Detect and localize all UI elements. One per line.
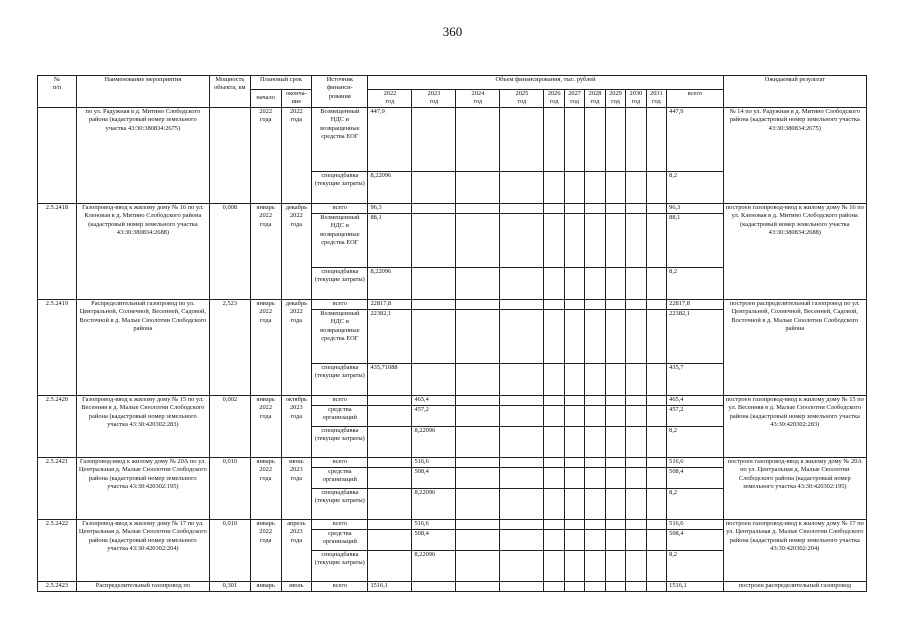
- event-name: Газопровод-ввод к жилому дому № 15 по ул. Весенняя в д. Малые Сюолотни Слободского района (кадастровый номер земельного участка 43:30:420302:283): [76, 395, 209, 457]
- year-value: [500, 550, 544, 581]
- year-value: [626, 203, 646, 213]
- year-value: [456, 395, 500, 405]
- year-value: [626, 467, 646, 488]
- start-date: январь 2022 года: [250, 457, 281, 519]
- header-year-2029: 2029 год: [605, 90, 625, 108]
- header-year-2024: 2024 год: [456, 90, 500, 108]
- total-value: 447,9: [667, 107, 723, 171]
- year-value: [626, 309, 646, 363]
- year-value: 516,6: [412, 519, 456, 529]
- year-value: [368, 457, 412, 467]
- year-value: [646, 299, 666, 309]
- year-value: [626, 299, 646, 309]
- row-number: 2.5.2420: [38, 395, 77, 457]
- year-value: [564, 267, 584, 299]
- year-value: [500, 529, 544, 550]
- financing-source: Возмещенный НДС и возвращенные средства ЕОГ: [312, 213, 368, 267]
- year-value: [456, 519, 500, 529]
- year-value: [646, 426, 666, 457]
- capacity-value: 0,002: [209, 395, 250, 457]
- year-value: [605, 267, 625, 299]
- year-value: 8,22096: [412, 550, 456, 581]
- year-value: [564, 457, 584, 467]
- year-value: [646, 529, 666, 550]
- year-value: [500, 426, 544, 457]
- year-value: 447,9: [368, 107, 412, 171]
- start-date: январь: [250, 581, 281, 591]
- year-value: [626, 426, 646, 457]
- year-value: [626, 581, 646, 591]
- year-value: 435,71088: [368, 363, 412, 395]
- year-value: [564, 529, 584, 550]
- year-value: [500, 363, 544, 395]
- start-date: 2022 года: [250, 107, 281, 203]
- financing-source: всего: [312, 299, 368, 309]
- year-value: [646, 107, 666, 171]
- year-value: [646, 519, 666, 529]
- year-value: [585, 203, 605, 213]
- total-value: 22382,1: [667, 309, 723, 363]
- year-value: [564, 107, 584, 171]
- year-value: [544, 395, 564, 405]
- row-number: 2.5.2423: [38, 581, 77, 591]
- table-row: [38, 519, 867, 529]
- year-value: [564, 299, 584, 309]
- year-value: [605, 426, 625, 457]
- year-value: [544, 213, 564, 267]
- capacity-value: 0,010: [209, 519, 250, 581]
- year-value: [585, 488, 605, 519]
- row-number: 2.5.2418: [38, 203, 77, 299]
- year-value: [585, 395, 605, 405]
- year-value: [456, 213, 500, 267]
- year-value: 8,22096: [368, 171, 412, 203]
- year-value: [626, 395, 646, 405]
- year-value: [412, 203, 456, 213]
- year-value: 508,4: [412, 529, 456, 550]
- year-value: [646, 203, 666, 213]
- year-value: 508,4: [412, 467, 456, 488]
- year-value: [605, 488, 625, 519]
- financing-source: средства организаций: [312, 467, 368, 488]
- year-value: [646, 309, 666, 363]
- capacity-value: 0,008: [209, 203, 250, 299]
- start-date: январь 2022 года: [250, 299, 281, 395]
- financing-source: спецнадбавка (текущие затраты): [312, 267, 368, 299]
- year-value: 22817,8: [368, 299, 412, 309]
- year-value: [585, 267, 605, 299]
- year-value: [605, 395, 625, 405]
- year-value: [646, 581, 666, 591]
- year-value: [500, 581, 544, 591]
- year-value: [456, 309, 500, 363]
- financing-table: [37, 75, 867, 592]
- capacity-value: 0,301: [209, 581, 250, 591]
- header-end: оконча- ние: [281, 90, 312, 108]
- year-value: [456, 405, 500, 426]
- end-date: октябрь 2023 года: [281, 395, 312, 457]
- row-number: 2.5.2419: [38, 299, 77, 395]
- year-value: [626, 529, 646, 550]
- header-total: всего: [667, 90, 723, 108]
- year-value: [544, 457, 564, 467]
- header-row-1: [38, 76, 867, 90]
- start-date: январь 2022 года: [250, 203, 281, 299]
- end-date: декабрь 2022 года: [281, 299, 312, 395]
- end-date: 2022 года: [281, 107, 312, 203]
- year-value: [605, 519, 625, 529]
- header-year-2031: 2031 год: [646, 90, 666, 108]
- total-value: 22817,8: [667, 299, 723, 309]
- year-value: [646, 363, 666, 395]
- year-value: 465,4: [412, 395, 456, 405]
- expected-result: построен газопровод-ввод к жилому дому № 20А по ул. Центральная д. Малые Сюолотни Слободского района (кадастровый номер земельного участка 43:30:420302:195): [723, 457, 866, 519]
- year-value: [605, 213, 625, 267]
- year-value: [368, 467, 412, 488]
- financing-source: спецнадбавка (текущие затраты): [312, 171, 368, 203]
- year-value: 88,1: [368, 213, 412, 267]
- year-value: [626, 171, 646, 203]
- year-value: [585, 363, 605, 395]
- total-value: 8,2: [667, 550, 723, 581]
- table-row: [38, 457, 867, 467]
- end-date: апрель 2023 года: [281, 519, 312, 581]
- financing-source: спецнадбавка (текущие затраты): [312, 363, 368, 395]
- year-value: [585, 107, 605, 171]
- year-value: [564, 309, 584, 363]
- row-number: 2.5.2421: [38, 457, 77, 519]
- event-name: Распределительный газопровод по ул. Центральной, Солнечной, Весенней, Садовой, Восточной в д. Малые Сюолотни Слободского района: [76, 299, 209, 395]
- total-value: 516,6: [667, 519, 723, 529]
- header-year-2027: 2027 год: [564, 90, 584, 108]
- year-value: [626, 267, 646, 299]
- year-value: [500, 405, 544, 426]
- year-value: [500, 309, 544, 363]
- total-value: 8,2: [667, 488, 723, 519]
- year-value: [564, 213, 584, 267]
- header-year-2022: 2022 год: [368, 90, 412, 108]
- total-value: 516,6: [667, 457, 723, 467]
- year-value: [646, 395, 666, 405]
- year-value: [626, 519, 646, 529]
- total-value: 465,4: [667, 395, 723, 405]
- year-value: [544, 550, 564, 581]
- year-value: [500, 267, 544, 299]
- year-value: [626, 457, 646, 467]
- header-start: начало: [250, 90, 281, 108]
- year-value: [500, 457, 544, 467]
- page-number: 360: [442, 24, 463, 39]
- total-value: 88,1: [667, 213, 723, 267]
- header-num: № п/п: [38, 76, 77, 108]
- event-name: Газопровод-ввод к жилому дому № 20А по ул. Центральная д. Малые Сюолотни Слободского района (кадастровый номер земельного участка 43:30:420302:195): [76, 457, 209, 519]
- year-value: [605, 467, 625, 488]
- year-value: [544, 203, 564, 213]
- year-value: [564, 395, 584, 405]
- header-year-2025: 2025 год: [500, 90, 544, 108]
- year-value: [564, 405, 584, 426]
- financing-source: всего: [312, 395, 368, 405]
- year-value: [626, 550, 646, 581]
- header-result: Ожидаемый результат: [723, 76, 866, 108]
- year-value: [605, 529, 625, 550]
- expected-result: построен газопровод-ввод к жилому дому № 15 по ул. Весенняя в д. Малые Сюолотни Слободского района (кадастровый номер земельного участка 43:30:420302:283): [723, 395, 866, 457]
- year-value: [544, 467, 564, 488]
- table-row: [38, 203, 867, 213]
- expected-result: построен газопровод-ввод к жилому дому № 16 по ул. Кленовая в д. Митино Слободского района (кадастровый номер земельного участка 43:30:380834:2688): [723, 203, 866, 299]
- year-value: [564, 467, 584, 488]
- financing-source: всего: [312, 581, 368, 591]
- capacity-value: 2,523: [209, 299, 250, 395]
- year-value: [500, 519, 544, 529]
- year-value: [544, 529, 564, 550]
- year-value: [456, 467, 500, 488]
- year-value: [626, 488, 646, 519]
- year-value: [605, 550, 625, 581]
- start-date: январь 2022 года: [250, 519, 281, 581]
- year-value: [412, 363, 456, 395]
- table-row: [38, 107, 867, 171]
- year-value: [564, 363, 584, 395]
- event-name: Распределительный газопровод по: [76, 581, 209, 591]
- total-value: 1516,1: [667, 581, 723, 591]
- year-value: [564, 519, 584, 529]
- total-value: 8,2: [667, 267, 723, 299]
- header-year-2023: 2023 год: [412, 90, 456, 108]
- year-value: [368, 395, 412, 405]
- year-value: [500, 107, 544, 171]
- header-year-2030: 2030 год: [626, 90, 646, 108]
- row-number: [38, 107, 77, 203]
- year-value: [500, 203, 544, 213]
- total-value: 8,2: [667, 426, 723, 457]
- year-value: [585, 519, 605, 529]
- year-value: [605, 363, 625, 395]
- header-capacity: Мощность объекта, км: [209, 76, 250, 108]
- year-value: [500, 488, 544, 519]
- year-value: [605, 107, 625, 171]
- expected-result: построен распределительный газопровод: [723, 581, 866, 591]
- year-value: [646, 488, 666, 519]
- year-value: 457,2: [412, 405, 456, 426]
- year-value: [605, 405, 625, 426]
- year-value: [544, 107, 564, 171]
- event-name: Газопровод-ввод к жилому дому № 17 по ул. Центральная д. Малые Сюолотни Слободского района (кадастровый номер земельного участка 43:30:420302:204): [76, 519, 209, 581]
- financing-source: Возмещенный НДС и возвращенные средства ЕОГ: [312, 309, 368, 363]
- year-value: [544, 309, 564, 363]
- year-value: [605, 299, 625, 309]
- year-value: [412, 171, 456, 203]
- year-value: [456, 529, 500, 550]
- year-value: [368, 405, 412, 426]
- total-value: 508,4: [667, 529, 723, 550]
- expected-result: построен газопровод-ввод к жилому дому № 17 по ул. Центральная д. Малые Сюолотни Слободского района (кадастровый номер земельного участка 43:30:420302:204): [723, 519, 866, 581]
- header-volume: Объем финансирования, тыс. рублей: [368, 76, 723, 90]
- year-value: [585, 299, 605, 309]
- year-value: [585, 309, 605, 363]
- year-value: 96,3: [368, 203, 412, 213]
- year-value: 8,22096: [412, 488, 456, 519]
- year-value: [456, 203, 500, 213]
- year-value: [626, 363, 646, 395]
- year-value: [456, 267, 500, 299]
- year-value: [646, 171, 666, 203]
- year-value: [544, 299, 564, 309]
- capacity-value: [209, 107, 250, 203]
- year-value: [564, 426, 584, 457]
- year-value: [368, 426, 412, 457]
- start-date: январь 2022 года: [250, 395, 281, 457]
- year-value: [585, 213, 605, 267]
- year-value: [544, 488, 564, 519]
- year-value: [456, 107, 500, 171]
- event-name: по ул. Радужная в д. Митино Слободского района (кадастровый номер земельного участка 43:30:380834:2675): [76, 107, 209, 203]
- year-value: [564, 171, 584, 203]
- year-value: [605, 309, 625, 363]
- year-value: [585, 426, 605, 457]
- year-value: [412, 107, 456, 171]
- year-value: [500, 299, 544, 309]
- year-value: [456, 550, 500, 581]
- year-value: [626, 405, 646, 426]
- year-value: 8,22096: [368, 267, 412, 299]
- year-value: [412, 299, 456, 309]
- end-date: июль: [281, 581, 312, 591]
- year-value: [544, 267, 564, 299]
- year-value: [500, 467, 544, 488]
- total-value: 8,2: [667, 171, 723, 203]
- year-value: [456, 363, 500, 395]
- year-value: [585, 405, 605, 426]
- year-value: [456, 299, 500, 309]
- financing-source: всего: [312, 519, 368, 529]
- financing-source: средства организаций: [312, 405, 368, 426]
- table-row: [38, 299, 867, 309]
- year-value: [605, 581, 625, 591]
- year-value: [456, 171, 500, 203]
- financing-source: всего: [312, 457, 368, 467]
- year-value: [544, 171, 564, 203]
- end-date: июнь 2023 года: [281, 457, 312, 519]
- year-value: [368, 488, 412, 519]
- header-period: Плановый срок: [250, 76, 311, 90]
- year-value: [412, 267, 456, 299]
- year-value: [500, 171, 544, 203]
- financing-source: средства организаций: [312, 529, 368, 550]
- header-year-2028: 2028 год: [585, 90, 605, 108]
- year-value: [500, 213, 544, 267]
- year-value: [368, 550, 412, 581]
- year-value: [544, 363, 564, 395]
- year-value: [605, 203, 625, 213]
- year-value: [544, 405, 564, 426]
- total-value: 96,3: [667, 203, 723, 213]
- year-value: [646, 467, 666, 488]
- year-value: [544, 519, 564, 529]
- year-value: [585, 171, 605, 203]
- year-value: [605, 171, 625, 203]
- year-value: [544, 426, 564, 457]
- year-value: [412, 581, 456, 591]
- year-value: 22382,1: [368, 309, 412, 363]
- financing-source: Возмещенный НДС и возвращенные средства ЕОГ: [312, 107, 368, 171]
- year-value: [646, 457, 666, 467]
- year-value: [456, 581, 500, 591]
- row-number: 2.5.2422: [38, 519, 77, 581]
- total-value: 508,4: [667, 467, 723, 488]
- year-value: [412, 213, 456, 267]
- year-value: 1516,1: [368, 581, 412, 591]
- year-value: [646, 405, 666, 426]
- year-value: [585, 581, 605, 591]
- year-value: [544, 581, 564, 591]
- year-value: [626, 107, 646, 171]
- year-value: [646, 550, 666, 581]
- year-value: [564, 203, 584, 213]
- total-value: 435,7: [667, 363, 723, 395]
- year-value: [585, 550, 605, 581]
- event-name: Газопровод-ввод к жилому дому № 16 по ул. Кленовая в д. Митино Слободского района (кадастровый номер земельного участка 43:30:380834:2688): [76, 203, 209, 299]
- year-value: 516,6: [412, 457, 456, 467]
- year-value: [585, 529, 605, 550]
- year-value: [564, 550, 584, 581]
- financing-source: спецнадбавка (текущие затраты): [312, 426, 368, 457]
- year-value: [412, 309, 456, 363]
- header-year-2026: 2026 год: [544, 90, 564, 108]
- financing-source: спецнадбавка (текущие затраты): [312, 550, 368, 581]
- year-value: [626, 213, 646, 267]
- expected-result: построен распределительный газопровод по ул. Центральной, Солнечной, Весенней, Садовой, Восточной в д. Малые Сюолотни Слободского района: [723, 299, 866, 395]
- year-value: [585, 467, 605, 488]
- year-value: [368, 519, 412, 529]
- year-value: [646, 267, 666, 299]
- year-value: [564, 488, 584, 519]
- table-row: [38, 395, 867, 405]
- year-value: [456, 457, 500, 467]
- header-name: Наименование мероприятия: [76, 76, 209, 108]
- year-value: [500, 395, 544, 405]
- year-value: [368, 529, 412, 550]
- capacity-value: 0,010: [209, 457, 250, 519]
- header-source: Источник финанси- рования: [312, 76, 368, 108]
- end-date: декабрь 2022 года: [281, 203, 312, 299]
- year-value: [456, 426, 500, 457]
- year-value: [585, 457, 605, 467]
- year-value: 8,22096: [412, 426, 456, 457]
- total-value: 457,2: [667, 405, 723, 426]
- financing-source: спецнадбавка (текущие затраты): [312, 488, 368, 519]
- year-value: [646, 213, 666, 267]
- expected-result: № 14 по ул. Радужная в д. Митино Слободского района (кадастровый номер земельного участка 43:30:380834:2675): [723, 107, 866, 203]
- year-value: [456, 488, 500, 519]
- year-value: [564, 581, 584, 591]
- year-value: [605, 457, 625, 467]
- financing-source: всего: [312, 203, 368, 213]
- table-row: [38, 581, 867, 591]
